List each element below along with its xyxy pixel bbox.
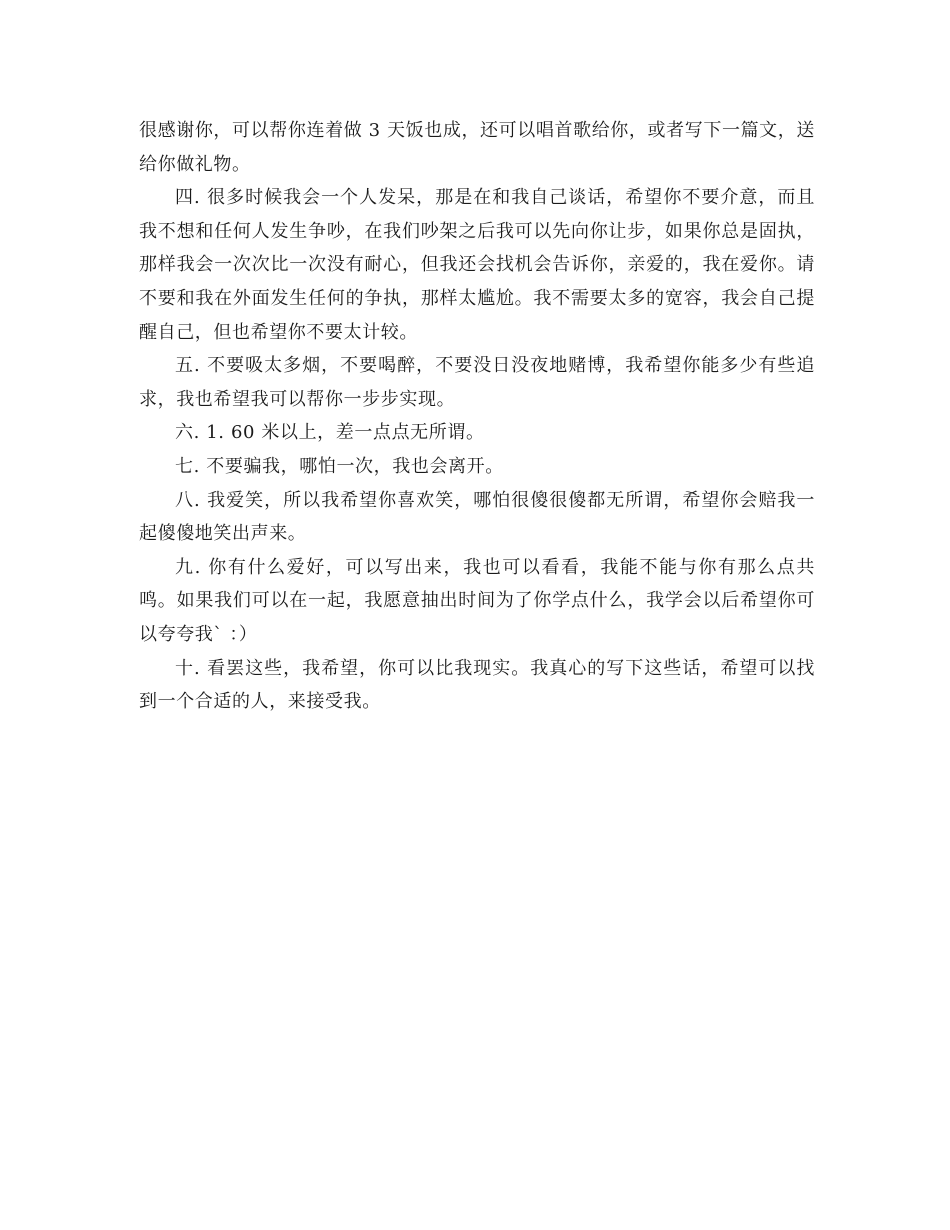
paragraph-item-4: 四. 很多时候我会一个人发呆，那是在和我自己谈话，希望你不要介意，而且我不想和任何人发生争吵，在我们吵架之后我可以先向你让步，如果你总是固执，那样我会一次次比一次没有耐心，但我还会找机会告诉你，亲爱的，我在爱你。请不要和我在外面发生任何的争执，那样太尴尬。我不需要太多的宽容，我会自己提醒自己，但也希望你不要太计较。: [139, 187, 815, 343]
paragraph-item-7: 七. 不要骗我，哪怕一次，我也会离开。: [175, 455, 504, 477]
document-body: [139, 114, 815, 719]
paragraph-item-9: 九. 你有什么爱好，可以写出来，我也可以看看，我能不能与你有那么点共鸣。如果我们可以在一起，我愿意抽出时间为了你学点什么，我学会以后希望你可以夸夸我ˋ ：）: [139, 556, 815, 645]
paragraph-item-8: 八. 我爱笑，所以我希望你喜欢笑，哪怕很傻很傻都无所谓，希望你会赔我一起傻傻地笑出声来。: [139, 489, 815, 545]
paragraph-item-10: 十. 看罢这些，我希望，你可以比我现实。我真心的写下这些话，希望可以找到一个合适的人，来接受我。: [139, 657, 815, 713]
paragraph-item-5: 五. 不要吸太多烟，不要喝醉，不要没日没夜地赌博，我希望你能多少有些追求，我也希望我可以帮你一步步实现。: [139, 355, 815, 410]
paragraph-continuation: 很感谢你，可以帮你连着做 3 天饭也成，还可以唱首歌给你，或者写下一篇文，送给你做礼物。: [139, 120, 815, 175]
paragraph-item-6: 六. 1. 60 米以上，差一点点无所谓。: [175, 422, 485, 444]
